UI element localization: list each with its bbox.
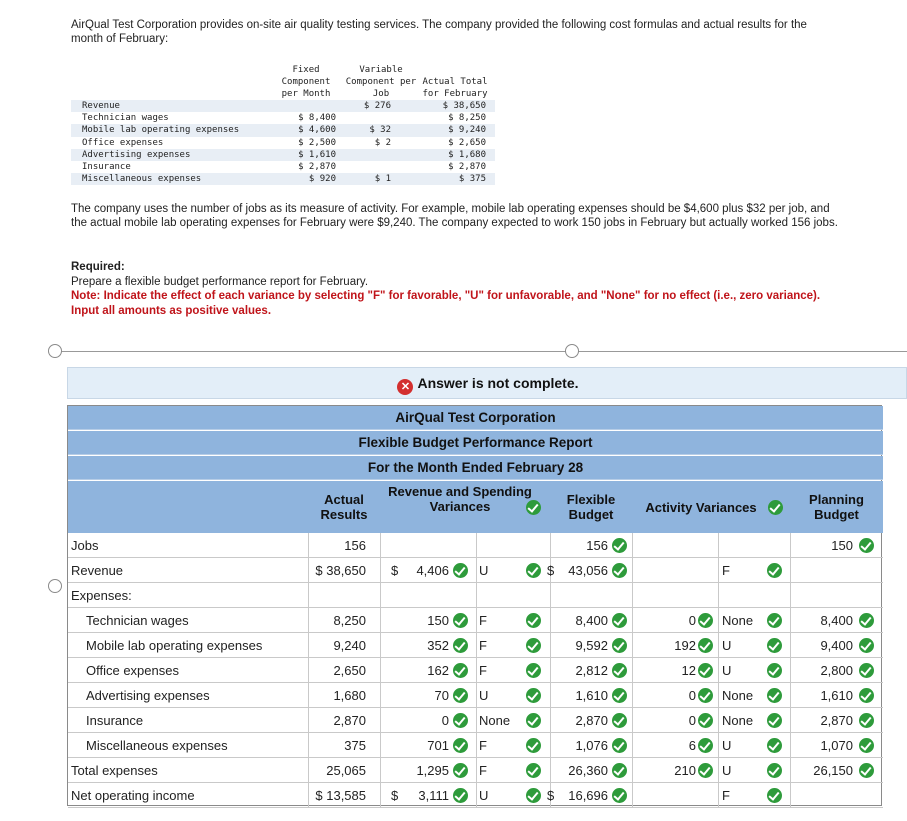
report-row — [68, 583, 883, 608]
intro-text: AirQual Test Corporation provides on-site air quality testing services. The company provided the following cost formulas and actual results for the month of February: — [71, 19, 807, 45]
required-note: Note: Indicate the effect of each variance by selecting "F" for favorable, "U" for unfavorable, and "None" for no effect (i.e., zero variance). Input all amounts as positive values. — [71, 290, 821, 317]
row-label: Miscellaneous expenses — [86, 738, 228, 753]
cost-formula-fixed: $ 4,600 — [298, 125, 336, 136]
cost-formula-actual: $ 8,250 — [448, 113, 486, 124]
correct-check-icon — [767, 788, 782, 803]
activity-input[interactable]: 0 — [688, 713, 696, 728]
correct-check-icon — [859, 738, 874, 753]
correct-check-icon — [767, 613, 782, 628]
cost-formula-label: Technician wages — [82, 113, 169, 124]
activity-col-header: Activity Variances — [632, 481, 790, 533]
report-row — [68, 758, 883, 783]
cost-formula-label: Insurance — [82, 161, 131, 172]
activity-effect-select[interactable]: U — [722, 763, 732, 778]
planning-input[interactable]: 8,400 — [820, 613, 853, 628]
correct-check-icon — [698, 688, 713, 703]
cost-formula-actual: $ 2,870 — [448, 161, 486, 172]
correct-check-icon — [453, 713, 468, 728]
actual-value: 1,680 — [333, 688, 366, 703]
rs-dollar-sign: $ — [391, 563, 399, 578]
correct-check-icon — [612, 638, 627, 653]
cost-formula-variable: $ 276 — [363, 101, 391, 111]
cost-formula-variable: $ 1 — [374, 174, 391, 185]
required-text: Prepare a flexible budget performance report for February. — [71, 275, 369, 288]
activity-effect-select[interactable]: F — [722, 788, 730, 803]
actual-col-header: Actual Results — [308, 481, 380, 533]
activity-effect-select[interactable]: U — [722, 638, 732, 653]
correct-check-icon — [526, 788, 541, 803]
cost-formula-row — [71, 112, 495, 124]
correct-check-icon — [526, 663, 541, 678]
rev-spend-input[interactable]: 3,111 — [418, 788, 449, 803]
flex-dollar-sign: $ — [547, 563, 555, 578]
cost-formula-fixed: $ 8,400 — [298, 113, 336, 124]
cost-formula-row — [71, 124, 495, 136]
flexible-col-header: Flexible Budget — [550, 481, 632, 533]
planning-input[interactable]: 2,800 — [820, 663, 853, 678]
activity-input[interactable]: 6 — [688, 738, 696, 753]
rev-spend-input[interactable]: 4,406 — [416, 563, 449, 578]
cost-formula-variable: $ 2 — [374, 137, 391, 148]
row-label: Office expenses — [86, 663, 179, 678]
cost-formula-row — [71, 173, 495, 185]
cost-formula-actual: $ 9,240 — [448, 125, 486, 136]
flexible-input[interactable]: 9,592 — [575, 638, 608, 653]
flexible-input[interactable]: 43,056 — [568, 563, 608, 578]
banner-text: Answer is not complete. — [417, 375, 579, 391]
fixed-header: Fixed Component per Month — [281, 65, 331, 99]
activity-paragraph: The company uses the number of jobs as its measure of activity. For example, mobile lab operating expenses should be $4,600 plus $32 per job, and the actual mobile lab operating expenses for February were $9,240. The company expected to work 150 jobs in February but actually worked 156 jobs. — [71, 203, 838, 229]
rev-spend-input[interactable]: 0 — [441, 713, 449, 728]
correct-check-icon — [526, 638, 541, 653]
actual-value: 25,065 — [326, 763, 366, 778]
row-label: Revenue — [71, 563, 124, 578]
cost-formula-variable: $ 32 — [369, 125, 391, 136]
correct-check-icon — [453, 638, 468, 653]
connector-dot-icon — [48, 579, 62, 593]
row-label: Total expenses — [71, 763, 158, 778]
correct-check-icon — [612, 713, 627, 728]
report-row — [68, 708, 883, 733]
activity-input[interactable]: 12 — [681, 663, 696, 678]
flexible-budget-report — [67, 405, 882, 806]
cost-formula-label: Mobile lab operating expenses — [82, 125, 240, 136]
rev-spend-input[interactable]: 162 — [427, 663, 449, 678]
correct-check-icon — [526, 713, 541, 728]
answer-status-banner — [67, 367, 907, 399]
report-row — [68, 683, 883, 708]
cost-formula-fixed: $ 2,500 — [298, 137, 336, 148]
planning-input[interactable]: 1,610 — [820, 688, 853, 703]
correct-check-icon — [453, 563, 468, 578]
cost-formula-actual: $ 2,650 — [448, 137, 486, 148]
correct-check-icon — [698, 663, 713, 678]
flexible-input[interactable]: 2,812 — [575, 663, 608, 678]
correct-check-icon — [612, 563, 627, 578]
correct-check-icon — [453, 613, 468, 628]
actual-value: $ 13,585 — [315, 788, 366, 803]
correct-check-icon — [698, 738, 713, 753]
actual-value: $ 38,650 — [315, 563, 366, 578]
rev-spend-input[interactable]: 352 — [427, 638, 449, 653]
cost-formula-header — [71, 64, 495, 100]
cost-formula-fixed: $ 920 — [308, 174, 336, 185]
row-label: Advertising expenses — [86, 688, 210, 703]
report-row — [68, 533, 883, 558]
rev-spend-effect-select[interactable]: U — [479, 788, 489, 803]
correct-check-icon — [612, 613, 627, 628]
planning-input[interactable]: 1,070 — [820, 738, 853, 753]
planning-input[interactable]: 150 — [831, 538, 853, 553]
required-section — [71, 260, 841, 318]
correct-check-icon — [698, 613, 713, 628]
row-label: Insurance — [86, 713, 144, 728]
correct-check-icon — [859, 538, 874, 553]
variable-header: Variable Component per Job — [345, 65, 417, 99]
report-name-title: Flexible Budget Performance Report — [68, 431, 883, 455]
activity-effect-select[interactable]: None — [722, 688, 754, 703]
actual-value: 2,870 — [333, 713, 366, 728]
row-label: Expenses: — [71, 588, 132, 603]
correct-check-icon — [698, 638, 713, 653]
rs-dollar-sign: $ — [391, 788, 399, 803]
rev-spend-effect-select[interactable]: F — [479, 763, 487, 778]
correct-check-icon — [767, 638, 782, 653]
planning-col-header: Planning Budget — [790, 481, 883, 533]
flexible-input[interactable]: 8,400 — [575, 613, 608, 628]
correct-check-icon — [526, 763, 541, 778]
report-period-title: For the Month Ended February 28 — [68, 456, 883, 480]
report-row — [68, 633, 883, 658]
actual-value: 9,240 — [333, 638, 366, 653]
cost-formula-actual: $ 375 — [458, 174, 486, 185]
report-row — [68, 608, 883, 633]
activity-effect-select[interactable]: None — [722, 713, 754, 728]
correct-check-icon — [859, 613, 874, 628]
cost-formula-actual: $ 38,650 — [442, 101, 486, 111]
rev-spend-input[interactable]: 701 — [427, 738, 449, 753]
cost-formula-fixed: $ 1,610 — [298, 149, 336, 160]
rev-spend-effect-select[interactable]: None — [479, 713, 511, 728]
correct-check-icon — [859, 688, 874, 703]
correct-check-icon — [767, 688, 782, 703]
cost-formula-fixed: $ 2,870 — [298, 161, 336, 172]
correct-check-icon — [526, 613, 541, 628]
correct-check-icon — [526, 688, 541, 703]
report-row — [68, 658, 883, 683]
activity-input[interactable]: 210 — [674, 763, 696, 778]
cost-formula-label: Advertising expenses — [82, 149, 191, 160]
flexible-input[interactable]: 26,360 — [568, 763, 608, 778]
row-label: Technician wages — [86, 613, 189, 628]
planning-input[interactable]: 2,870 — [820, 713, 853, 728]
activity-effect-select[interactable]: U — [722, 738, 732, 753]
row-label: Mobile lab operating expenses — [86, 638, 263, 653]
planning-input[interactable]: 9,400 — [820, 638, 853, 653]
cost-formula-label: Revenue — [82, 101, 120, 111]
connector-dot-icon — [565, 344, 579, 358]
rev-spend-effect-select[interactable]: F — [479, 738, 487, 753]
flex-dollar-sign: $ — [547, 788, 555, 803]
cost-formula-row — [71, 137, 495, 149]
flexible-input[interactable]: 16,696 — [568, 788, 608, 803]
correct-check-icon — [612, 738, 627, 753]
correct-check-icon — [612, 688, 627, 703]
report-row — [68, 733, 883, 758]
correct-check-icon — [612, 763, 627, 778]
correct-check-icon — [767, 713, 782, 728]
rev-spend-effect-select[interactable]: U — [479, 563, 489, 578]
label-col-header — [68, 481, 308, 533]
cost-formula-label: Miscellaneous expenses — [82, 174, 202, 185]
correct-check-icon — [453, 763, 468, 778]
correct-check-icon — [453, 738, 468, 753]
correct-check-icon — [767, 763, 782, 778]
actual-value: 2,650 — [333, 663, 366, 678]
cost-formula-row — [71, 100, 495, 112]
report-row — [68, 783, 883, 808]
correct-check-icon — [859, 763, 874, 778]
rev-spend-input[interactable]: 150 — [427, 613, 449, 628]
cost-formula-row — [71, 149, 495, 161]
flexible-input[interactable]: 1,076 — [575, 738, 608, 753]
activity-effect-select[interactable]: F — [722, 563, 730, 578]
correct-check-icon — [767, 563, 782, 578]
rev-spend-effect-select[interactable]: U — [479, 688, 489, 703]
activity-input[interactable]: 192 — [674, 638, 696, 653]
cost-formula-actual: $ 1,680 — [448, 149, 486, 160]
error-x-icon: ✕ — [397, 379, 413, 395]
correct-check-icon — [612, 663, 627, 678]
correct-check-icon — [453, 688, 468, 703]
correct-check-icon — [526, 738, 541, 753]
correct-check-icon — [526, 500, 541, 515]
correct-check-icon — [859, 638, 874, 653]
activity-effect-select[interactable]: None — [722, 613, 754, 628]
activity-input[interactable]: 0 — [688, 613, 696, 628]
correct-check-icon — [612, 538, 627, 553]
rev-spend-effect-select[interactable]: F — [479, 663, 487, 678]
correct-check-icon — [767, 738, 782, 753]
actual-header: Actual Total for February — [422, 77, 488, 99]
actual-value: 375 — [344, 738, 366, 753]
row-label: Jobs — [71, 538, 99, 553]
correct-check-icon — [859, 663, 874, 678]
actual-value: 8,250 — [333, 613, 366, 628]
correct-check-icon — [698, 763, 713, 778]
correct-check-icon — [453, 663, 468, 678]
flexible-input[interactable]: 156 — [586, 538, 608, 553]
correct-check-icon — [767, 663, 782, 678]
correct-check-icon — [859, 713, 874, 728]
report-row — [68, 558, 883, 583]
correct-check-icon — [612, 788, 627, 803]
cost-formula-row — [71, 161, 495, 173]
rev-spend-col-header: Revenue and Spending Variances — [380, 481, 550, 533]
report-company-title: AirQual Test Corporation — [68, 406, 883, 430]
actual-value: 156 — [344, 538, 366, 553]
correct-check-icon — [768, 500, 783, 515]
correct-check-icon — [526, 563, 541, 578]
correct-check-icon — [698, 713, 713, 728]
correct-check-icon — [453, 788, 468, 803]
connector-dot-icon — [48, 344, 62, 358]
activity-input[interactable]: 0 — [688, 688, 696, 703]
cost-formula-label: Office expenses — [82, 137, 164, 148]
divider-line — [55, 351, 907, 352]
cost-formula-body — [71, 100, 495, 185]
rev-spend-effect-select[interactable]: F — [479, 638, 487, 653]
row-label: Net operating income — [71, 788, 195, 803]
flexible-input[interactable]: 1,610 — [575, 688, 608, 703]
rev-spend-input[interactable]: 1,295 — [416, 763, 449, 778]
planning-input[interactable]: 26,150 — [813, 763, 853, 778]
rev-spend-input[interactable]: 70 — [434, 688, 449, 703]
activity-effect-select[interactable]: U — [722, 663, 732, 678]
required-heading: Required: — [71, 261, 125, 273]
flexible-input[interactable]: 2,870 — [575, 713, 608, 728]
rev-spend-effect-select[interactable]: F — [479, 613, 487, 628]
